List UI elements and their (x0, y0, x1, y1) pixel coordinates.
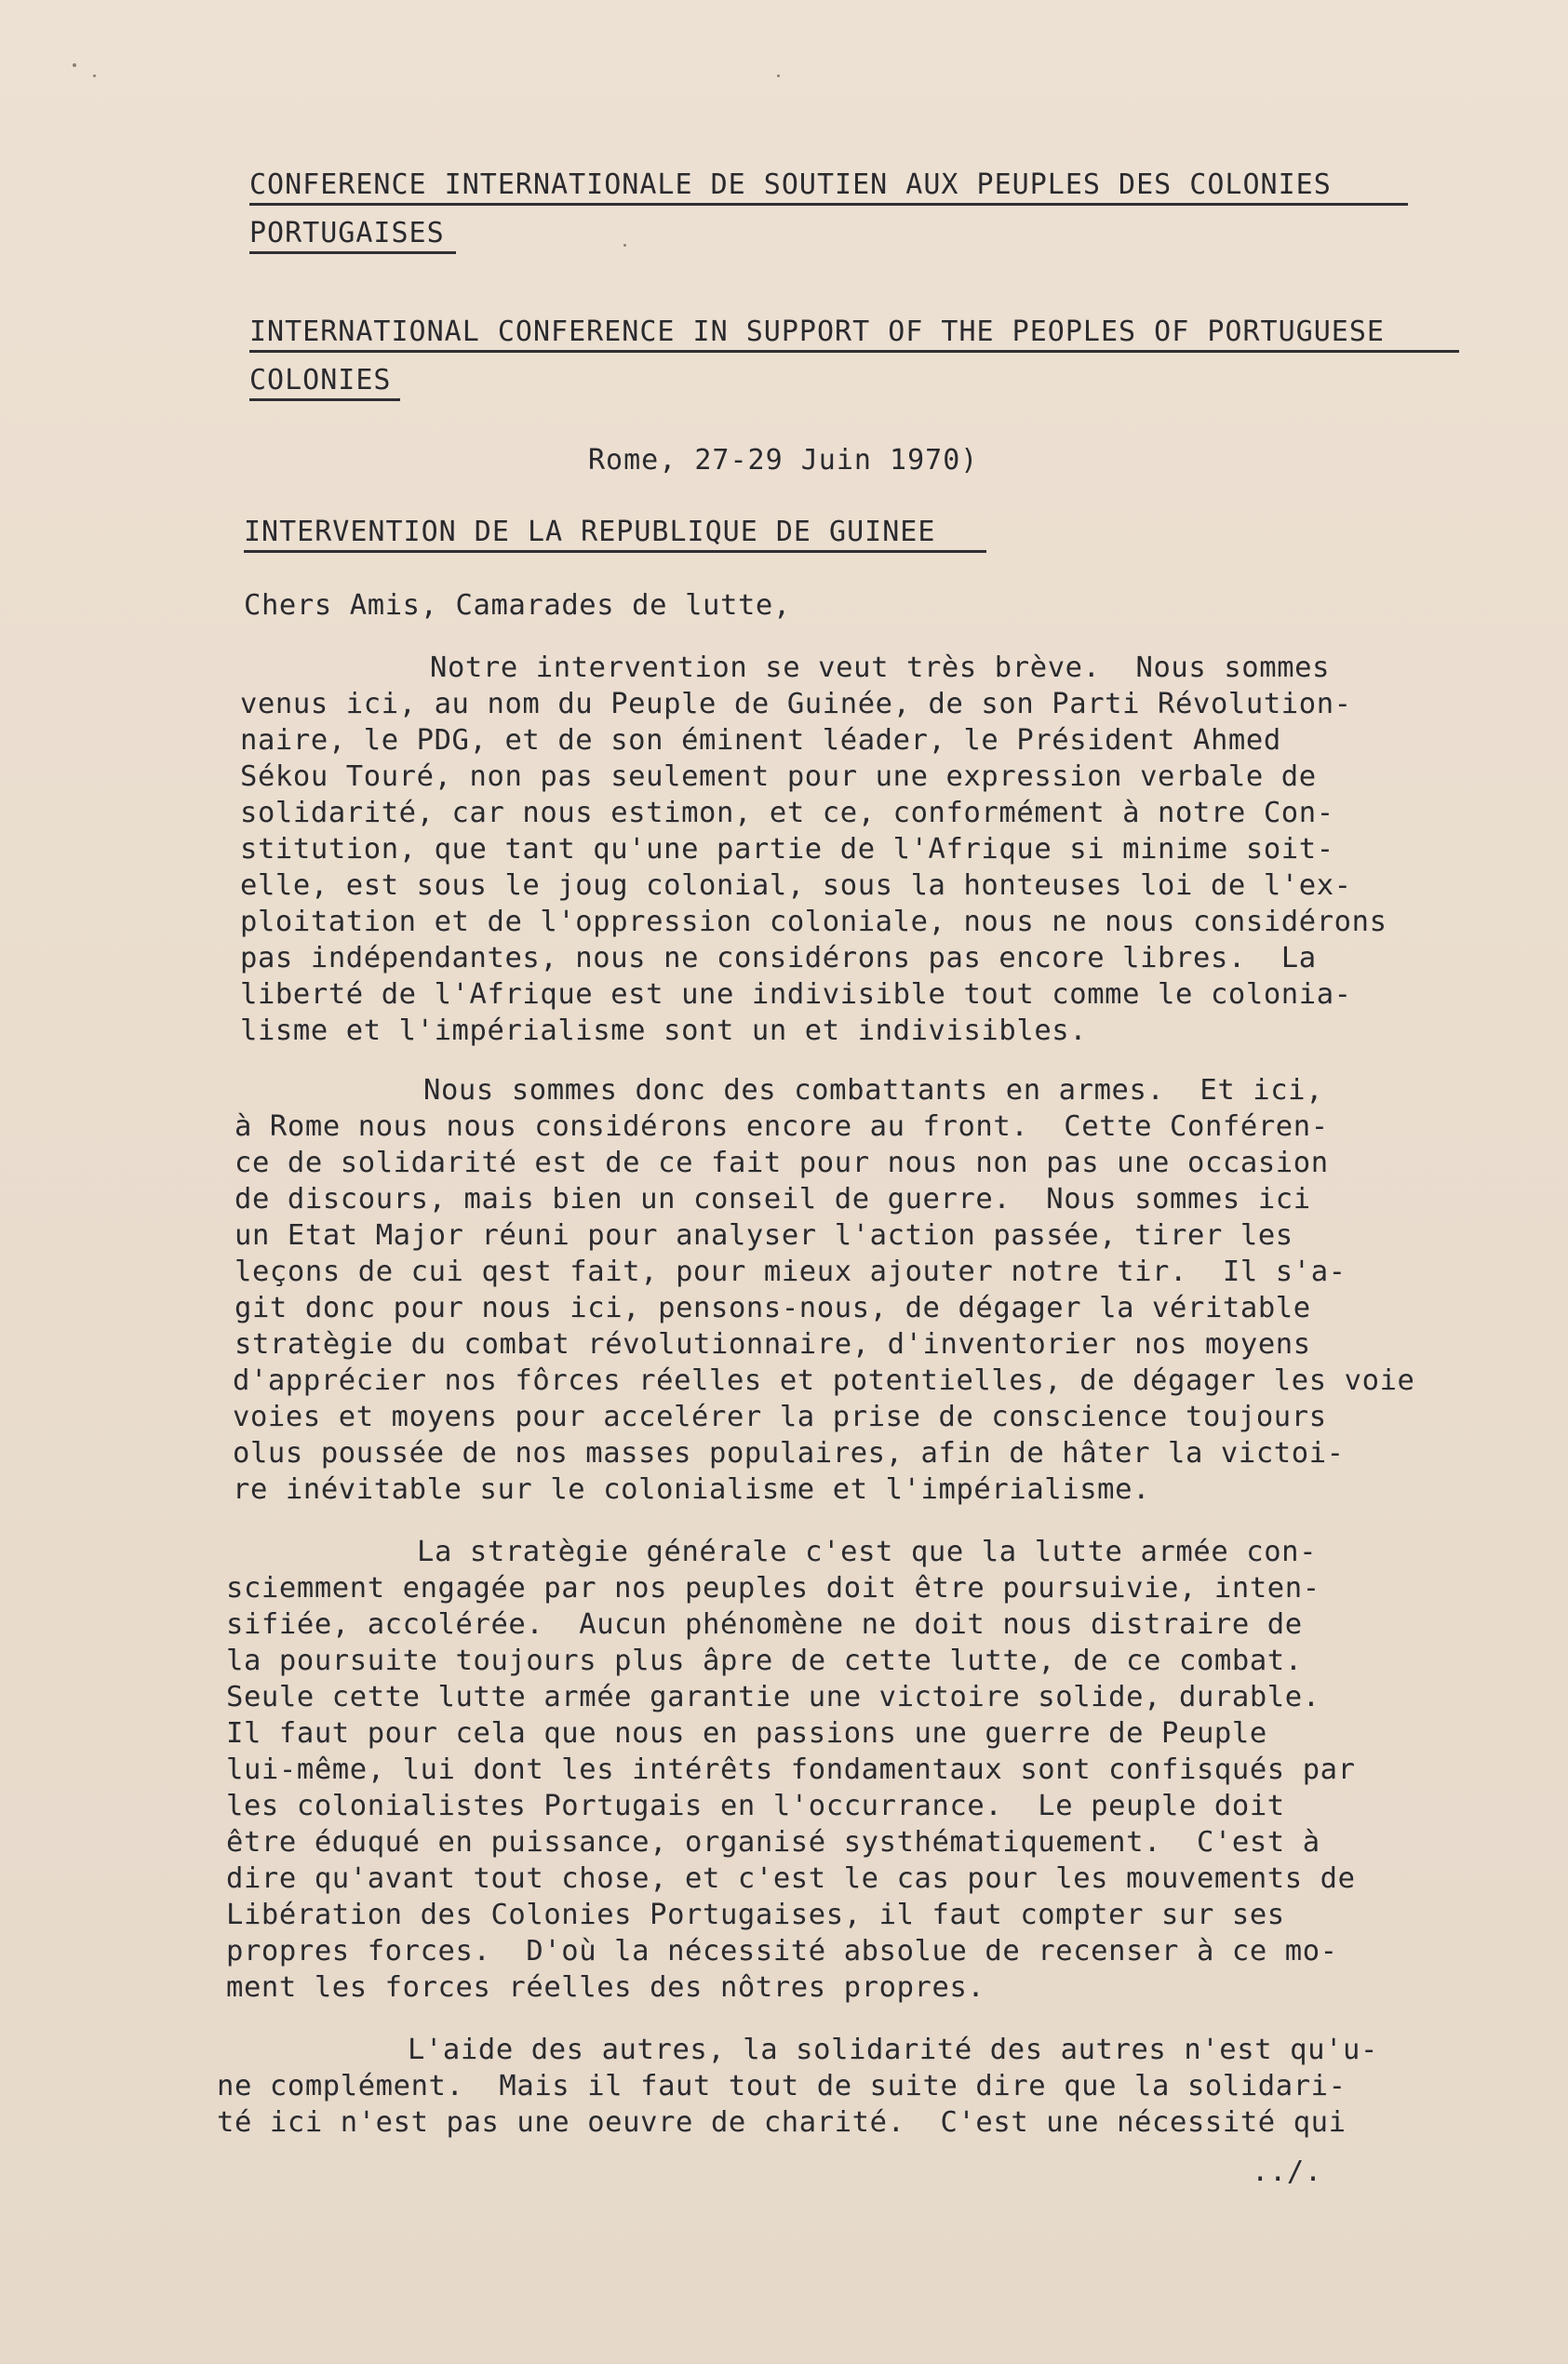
paragraph-4-line: ne complément. Mais il faut tout de suite dire que la solidari- (217, 2070, 1347, 2102)
paragraph-1-line: stitution, que tant qu'une partie de l'Afrique si minime soit- (240, 833, 1334, 866)
paragraph-2-line: d'apprécier nos fôrces réelles et potentielles, de dégager les voie (233, 1364, 1415, 1397)
paragraph-3-line: sciemment engagée par nos peuples doit être poursuivie, inten- (226, 1572, 1320, 1605)
header-french-line-2: PORTUGAISES (249, 217, 445, 249)
continuation-mark: ../. (1252, 2156, 1322, 2188)
paragraph-1-line: ploitation et de l'oppression coloniale, nous ne nous considérons (240, 906, 1387, 938)
paragraph-2-line: un Etat Major réuni pour analyser l'action passée, tirer les (235, 1219, 1293, 1252)
section-title: INTERVENTION DE LA REPUBLIQUE DE GUINEE (244, 516, 936, 548)
paragraph-2-line: ce de solidarité est de ce fait pour nous non pas une occasion (235, 1147, 1329, 1179)
paragraph-4-line: té ici n'est pas une oeuvre de charité. C'est une nécessité qui (217, 2106, 1347, 2139)
paragraph-2-line: à Rome nous nous considérons encore au front. Cette Conféren- (235, 1110, 1329, 1143)
paragraph-3-line: être éduqué en puissance, organisé systhématiquement. C'est à (226, 1826, 1320, 1859)
paragraph-1-line: pas indépendantes, nous ne considérons pas encore libres. La (240, 942, 1317, 974)
paragraph-1-line: elle, est sous le joug colonial, sous la honteuses loi de l'ex- (240, 869, 1352, 902)
paragraph-1-line: Sékou Touré, non pas seulement pour une expression verbale de (240, 760, 1317, 793)
paragraph-4-line: L'aide des autres, la solidarité des autres n'est qu'u- (408, 2034, 1378, 2066)
header-english-underline-1 (249, 350, 1459, 353)
paragraph-1-line: Notre intervention se veut très brève. Nous sommes (430, 651, 1331, 684)
paragraph-2-line: de discours, mais bien un conseil de guerre. Nous sommes ici (235, 1183, 1311, 1216)
paragraph-1-line: liberté de l'Afrique est une indivisible tout comme le colonia- (240, 978, 1352, 1011)
paragraph-3-line: dire qu'avant tout chose, et c'est le cas pour les mouvements de (226, 1862, 1356, 1895)
header-english-line-2: COLONIES (249, 364, 392, 396)
paragraph-3-line: sifiée, accolérée. Aucun phénomène ne doit nous distraire de (226, 1608, 1303, 1641)
header-english-underline-2 (249, 398, 400, 401)
header-french-underline-1 (249, 203, 1408, 206)
paragraph-3-line: la poursuite toujours plus âpre de cette lutte, de ce combat. (226, 1645, 1303, 1677)
paragraph-3-line: ment les forces réelles des nôtres propres. (226, 1971, 985, 2004)
paragraph-2-line: olus poussée de nos masses populaires, afin de hâter la victoi- (233, 1437, 1345, 1470)
salutation: Chers Amis, Camarades de lutte, (244, 589, 791, 622)
paragraph-1-line: naire, le PDG, et de son éminent léader, le Président Ahmed (240, 724, 1281, 757)
paragraph-1-line: venus ici, au nom du Peuple de Guinée, de son Parti Révolution- (240, 688, 1352, 720)
paper-speck (93, 74, 96, 77)
paragraph-3-line: Seule cette lutte armée garantie une victoire solide, durable. (226, 1681, 1320, 1713)
section-title-underline (244, 550, 986, 553)
header-english-line-1: INTERNATIONAL CONFERENCE IN SUPPORT OF THE PEOPLES OF PORTUGUESE (249, 316, 1385, 348)
paragraph-3-line: les colonialistes Portugais en l'occurrance. Le peuple doit (226, 1790, 1285, 1822)
paper-speck (623, 244, 626, 247)
paragraph-3-line: lui-même, lui dont les intérêts fondamentaux sont confisqués par (226, 1753, 1356, 1786)
paragraph-3-line: La stratègie générale c'est que la lutte armée con- (417, 1536, 1318, 1568)
paragraph-3-line: propres forces. D'où la nécessité absolue de recenser à ce mo- (226, 1935, 1338, 1968)
paragraph-1-line: solidarité, car nous estimon, et ce, conformément à notre Con- (240, 797, 1334, 829)
paragraph-3-line: Libération des Colonies Portugaises, il faut compter sur ses (226, 1899, 1285, 1931)
paragraph-2-line: stratègie du combat révolutionnaire, d'inventorier nos moyens (235, 1328, 1311, 1361)
paragraph-2-line: voies et moyens pour accelérer la prise de conscience toujours (233, 1401, 1327, 1433)
paragraph-2-line: Nous sommes donc des combattants en armes. Et ici, (423, 1074, 1324, 1107)
paragraph-1-line: lisme et l'impérialisme sont un et indivisibles. (240, 1014, 1088, 1047)
header-french-underline-2 (249, 251, 456, 254)
paragraph-3-line: Il faut pour cela que nous en passions une guerre de Peuple (226, 1717, 1267, 1750)
paragraph-2-line: re inévitable sur le colonialisme et l'impérialisme. (233, 1473, 1151, 1506)
paragraph-2-line: leçons de cui qest fait, pour mieux ajouter notre tir. Il s'a- (235, 1256, 1347, 1288)
paper-speck (73, 63, 76, 67)
header-french-line-1: CONFERENCE INTERNATIONALE DE SOUTIEN AUX PEUPLES DES COLONIES (249, 168, 1332, 201)
paragraph-2-line: git donc pour nous ici, pensons-nous, de dégager la véritable (235, 1292, 1311, 1324)
place-date: Rome, 27-29 Juin 1970) (588, 444, 979, 477)
paper-speck (777, 74, 780, 77)
